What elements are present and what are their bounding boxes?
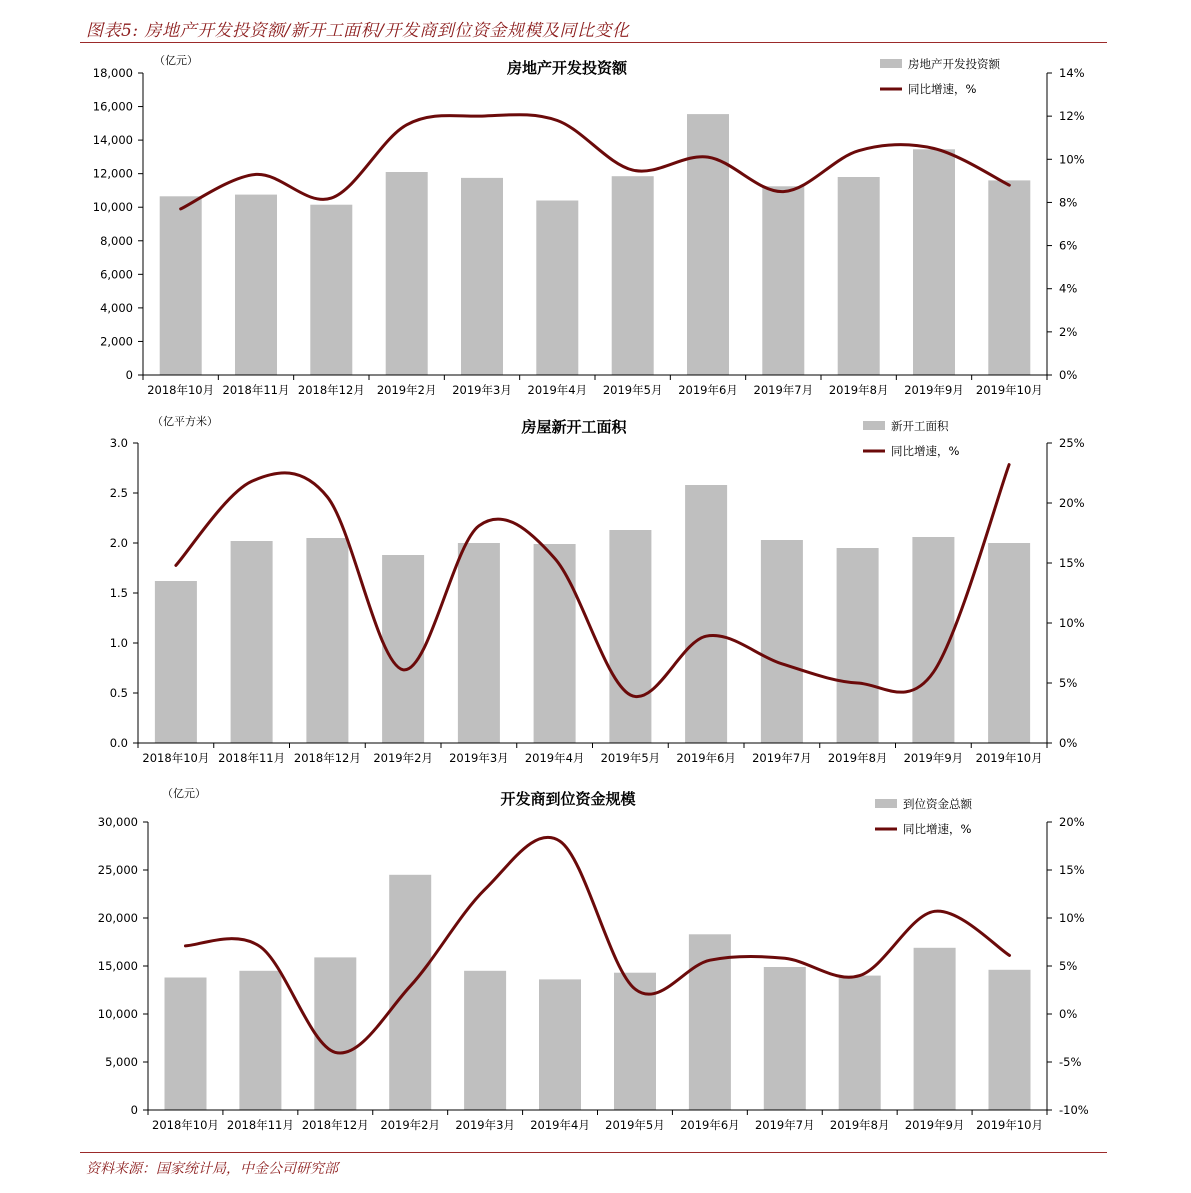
legend-bar-label: 新开工面积 [891,419,949,433]
x-tick-label: 2018年12月 [293,751,361,765]
bar-10 [837,548,879,743]
left-tick-label: 16,000 [92,99,133,114]
right-tick-label: 0% [1059,368,1078,382]
bar-4 [386,172,428,375]
right-tick-label: 10% [1059,152,1085,167]
legend-bar-label: 到位资金总额 [903,797,972,811]
yoy-growth-line [176,465,1009,697]
left-tick-label: 18,000 [92,66,133,80]
right-tick-label: 8% [1059,195,1078,210]
bar-1 [165,978,207,1111]
x-tick-label: 2019年10月 [975,751,1043,765]
left-tick-label: 30,000 [97,815,138,829]
left-tick-label: 2.0 [109,536,128,550]
unit-label: （亿元） [162,787,206,800]
x-tick-label: 2019年5月 [600,751,661,765]
bar-3 [306,538,348,743]
right-tick-label: 14% [1059,66,1085,80]
x-tick-label: 2019年7月 [754,1118,815,1132]
x-tick-label: 2019年6月 [680,1118,740,1132]
x-tick-label: 2019年5月 [602,383,663,397]
bar-12 [988,543,1030,743]
left-tick-label: 10,000 [97,1007,138,1021]
legend-line-label: 同比增速，% [908,82,977,96]
bar-9 [762,186,804,375]
left-tick-label: 4,000 [100,300,133,315]
right-tick-label: 0% [1059,736,1078,750]
bar-5 [458,543,500,743]
left-tick-label: 20,000 [97,911,138,925]
x-tick-label: 2019年8月 [827,751,888,765]
x-tick-label: 2018年11月 [222,383,290,397]
chart-title: 房屋新开工面积 [521,418,627,436]
left-tick-label: 25,000 [97,863,138,877]
right-tick-label: 5% [1059,959,1078,973]
left-tick-label: 1.0 [109,636,128,650]
bar-1 [155,581,197,743]
left-tick-label: 8,000 [100,233,133,248]
right-tick-label: 20% [1059,496,1085,510]
bar-3 [310,205,352,375]
source-divider [80,1152,1107,1153]
right-tick-label: -5% [1059,1055,1082,1069]
x-tick-label: 2019年6月 [678,383,738,397]
bar-2 [231,541,273,743]
x-tick-label: 2019年7月 [752,751,812,765]
x-tick-label: 2019年4月 [527,383,588,397]
bar-8 [687,114,729,375]
legend-bar-swatch [875,799,897,808]
left-tick-label: 0 [125,368,133,382]
right-tick-label: 4% [1059,281,1078,296]
x-tick-label: 2019年7月 [753,383,814,397]
left-tick-label: 0.0 [109,736,128,750]
chart-title: 房地产开发投资额 [506,59,628,77]
left-tick-label: 5,000 [105,1055,138,1069]
x-tick-label: 2019年3月 [452,383,512,397]
left-tick-label: 1.5 [109,586,128,600]
legend-line-label: 同比增速，% [903,822,972,836]
left-tick-label: 2,000 [100,334,133,349]
title-divider [80,42,1107,43]
left-tick-label: 14,000 [92,133,133,148]
right-tick-label: 2% [1059,324,1078,339]
legend-bar-swatch [880,59,902,68]
right-tick-label: 5% [1059,676,1078,690]
bar-2 [235,195,277,375]
right-tick-label: -10% [1059,1103,1089,1117]
right-tick-label: 15% [1059,863,1085,877]
right-tick-label: 6% [1059,238,1078,253]
x-tick-label: 2019年8月 [828,383,889,397]
x-tick-label: 2019年5月 [605,1118,665,1132]
left-tick-label: 0.5 [109,686,128,700]
legend-line-label: 同比增速，% [891,444,960,458]
left-tick-label: 15,000 [97,959,138,973]
figure-title: 图表5: 房地产开发投资额/新开工面积/开发商到位资金规模及同比变化 [86,21,630,41]
unit-label: （亿元） [154,54,198,67]
bar-6 [534,544,576,743]
x-tick-label: 2019年9月 [904,1118,965,1132]
left-tick-label: 2.5 [109,486,128,500]
x-tick-label: 2019年3月 [449,751,509,765]
bar-10 [839,976,881,1110]
x-tick-label: 2018年11月 [226,1118,294,1132]
left-tick-label: 0 [130,1103,138,1117]
bar-7 [612,176,654,375]
right-tick-label: 12% [1059,109,1085,124]
x-tick-label: 2018年10月 [147,383,215,397]
bar-10 [838,177,880,375]
x-tick-label: 2019年8月 [829,1118,890,1132]
right-tick-label: 10% [1059,616,1085,630]
bar-9 [761,540,803,743]
right-tick-label: 0% [1059,1007,1078,1021]
bar-11 [913,149,955,375]
x-tick-label: 2018年12月 [301,1118,369,1132]
bar-4 [389,875,431,1110]
x-tick-label: 2019年4月 [524,751,585,765]
x-tick-label: 2019年9月 [903,751,964,765]
x-tick-label: 2019年2月 [376,383,437,397]
yoy-growth-line [185,837,1009,1053]
bar-6 [536,201,578,376]
bar-6 [539,979,581,1110]
left-tick-label: 10,000 [92,200,133,215]
source-note: 资料来源：国家统计局，中金公司研究部 [86,1161,338,1177]
unit-label: （亿平方米） [152,415,218,428]
x-tick-label: 2019年10月 [976,1118,1043,1132]
chart-new-starts [0,410,1191,770]
chart-title: 开发商到位资金规模 [500,790,636,808]
bar-3 [314,957,356,1110]
x-tick-label: 2018年10月 [142,751,210,765]
bar-5 [464,971,506,1110]
x-tick-label: 2019年10月 [975,383,1043,397]
bar-2 [239,971,281,1110]
x-tick-label: 2019年9月 [904,383,964,397]
right-tick-label: 25% [1059,436,1085,450]
bar-12 [989,970,1031,1110]
legend-bar-label: 房地产开发投资额 [908,57,1000,71]
bar-9 [764,967,806,1110]
bar-1 [160,196,202,375]
x-tick-label: 2018年11月 [218,751,286,765]
x-tick-label: 2018年10月 [152,1118,219,1132]
chart-funding [0,780,1191,1140]
left-tick-label: 12,000 [92,166,133,181]
x-tick-label: 2019年3月 [455,1118,515,1132]
right-tick-label: 10% [1059,911,1085,925]
right-tick-label: 20% [1059,815,1085,829]
x-tick-label: 2019年2月 [380,1118,441,1132]
bar-8 [685,485,727,743]
x-tick-label: 2019年4月 [530,1118,590,1132]
left-tick-label: 3.0 [109,436,128,450]
x-tick-label: 2019年6月 [676,751,736,765]
bar-4 [382,555,424,743]
x-tick-label: 2018年12月 [297,383,365,397]
bar-12 [988,180,1030,375]
bar-11 [914,948,956,1110]
legend-bar-swatch [863,421,885,430]
left-tick-label: 6,000 [100,267,133,282]
yoy-growth-line [181,115,1010,209]
x-tick-label: 2019年2月 [373,751,433,765]
right-tick-label: 15% [1059,556,1085,570]
bar-7 [609,530,651,743]
chart-investment [0,50,1191,405]
bar-5 [461,178,503,375]
